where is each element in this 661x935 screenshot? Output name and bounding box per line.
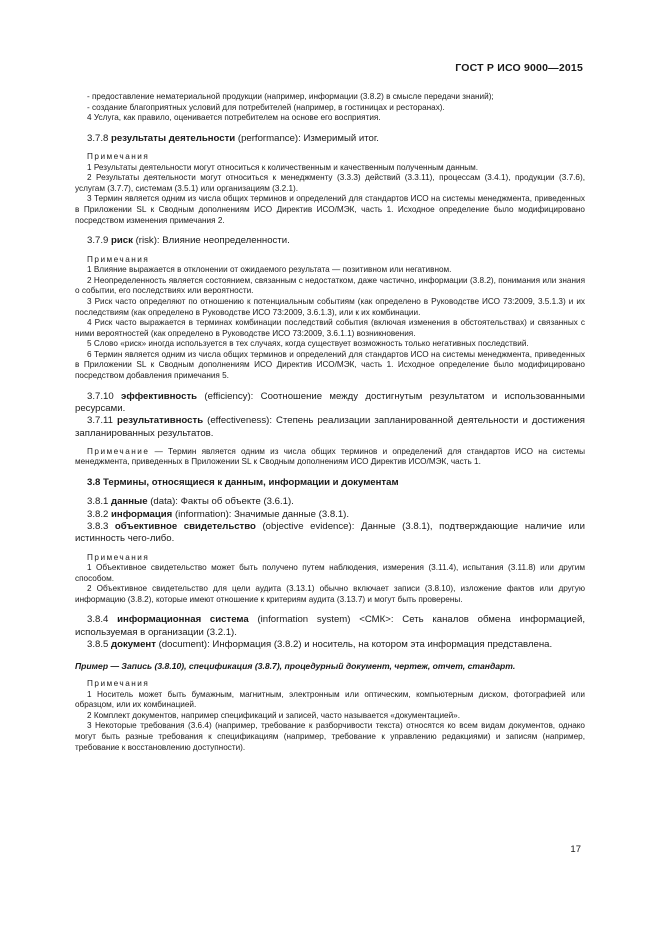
note-item: 2 Неопределенность является состоянием, связанным с недостатком, даже частично, информации (3.8.2), понимания или знания о событии, его последствиях или вероятности. (75, 275, 585, 296)
term-3-8-3 (75, 521, 585, 546)
note-item: 4 Риск часто выражается в терминах комбинации последствий события (включая изменения в обстоятельствах) и связанных с ними вероятностей (как определено в Руководстве ИСО 73:2009, 3.6.1.1) возникновения. (75, 318, 585, 338)
term-title: информационная система (117, 614, 249, 626)
term-definition: (information): Значимые данные (3.8.1). (172, 508, 350, 520)
notes-heading: Примечания (87, 254, 150, 264)
term-3-8-2 (75, 509, 585, 521)
term-definition: (information system) <СМК>: Сеть каналов обмена информацией, используемая в организации (3.2.1). (75, 614, 585, 638)
note-text: — Термин является одним из числа общих терминов и определений для стандартов ИСО на системы менеджмента, приведенных в Приложении SL к Сводным дополнениям ИСО Директив ИСО/МЭК, часть 1. (75, 446, 585, 467)
term-definition: (efficiency): Соотношение между достигнутым результатом и использованными ресурсами. (75, 390, 585, 414)
note-item: 2 Результаты деятельности могут относиться к менеджменту (3.3.3) действий (3.3.11), процессам (3.4.1), продукции (3.7.6), услугам (3.7.7), системам (3.5.1) или организациям (3.2.1). (75, 173, 585, 193)
term-number: 3.8.5 (87, 639, 109, 651)
term-definition: (document): Информация (3.8.2) и носитель, на котором эта информация представлена. (155, 639, 553, 651)
section-heading-3-8: 3.8 Термины, относящиеся к данным, информации и документам (87, 477, 399, 489)
text-line: - предоставление нематериальной продукции (например, информации (3.8.2) в смысле передачи знаний); (87, 92, 494, 101)
notes-heading: Примечания (87, 552, 150, 562)
notes-heading: Примечания (87, 678, 150, 688)
term-number: 3.8.2 (87, 508, 109, 520)
term-title: эффективность (121, 390, 198, 402)
term-3-7-10 (75, 391, 585, 416)
example-line: Пример — Запись (3.8.10), спецификация (3.8.7), процедурный документ, чертеж, отчет, стандарт. (75, 661, 516, 672)
notes-heading: Примечания (87, 152, 150, 162)
term-number: 3.7.9 (87, 235, 109, 247)
term-3-8-4 (75, 614, 585, 639)
term-number: 3.7.10 (87, 390, 114, 402)
note-item: 3 Некоторые требования (3.6.4) (например, требование к разборчивости текста) относятся ко всем видам документов, однако могут быть разные требования к спецификациям (например, требование к управлению редакциями) и записям (например, требование к восстановлению доступности). (75, 721, 585, 752)
term-title: результативность (117, 415, 204, 427)
term-title: риск (111, 235, 133, 247)
term-definition: (effectiveness): Степень реализации запланированной деятельности и достижения запланированных результатов. (75, 415, 585, 439)
term-3-7-9 (75, 235, 585, 247)
term-definition: (data): Факты об объекте (3.6.1). (147, 496, 294, 508)
note-item: 6 Термин является одним из числа общих терминов и определений для стандартов ИСО на системы менеджмента, приведенных в Приложении SL к Сводным дополнениям ИСО Директив ИСО/МЭК, часть 1. Исходное определение было модифицировано посредством добавления примечания 5. (75, 349, 585, 381)
term-title: документ (111, 639, 156, 651)
note-item: 1 Результаты деятельности могут относиться к количественным и качественным полученным данным. (87, 162, 479, 172)
note-item: 2 Комплект документов, например спецификаций и записей, часто называется «документацией». (87, 710, 460, 720)
term-3-8-5 (75, 639, 585, 651)
page-body (75, 92, 585, 753)
text-line: 4 Услуга, как правило, оценивается потребителем на основе его восприятия. (87, 113, 381, 123)
term-3-8-1 (75, 496, 585, 508)
note-item: 2 Объективное свидетельство для цели аудита (3.13.1) обычно включает записи (3.8.10), изложение фактов или другую информацию (3.8.2), которые имеют отношение к критериям аудита (3.13.7) и могут быть проверены. (75, 584, 585, 604)
text-line: - создание благоприятных условий для потребителей (например, в гостиницах и ресторанах). (87, 102, 445, 112)
note-item: 3 Термин является одним из числа общих терминов и определений для стандартов ИСО на системы менеджмента, приведенных в Приложении SL к Сводным дополнениям ИСО Директив ИСО/МЭК, часть 1. Исходное определение было модифицировано посредством изменения примечания 2. (75, 194, 585, 225)
term-definition: (objective evidence): Данные (3.8.1), подтверждающие наличие или истинность чего-либо. (75, 520, 586, 545)
term-number: 3.8.1 (87, 496, 109, 508)
term-number: 3.8.4 (87, 614, 109, 626)
page-number: 17 (570, 844, 581, 855)
term-number: 3.8.3 (87, 520, 109, 532)
term-definition: (performance): Измеримый итог. (235, 132, 379, 144)
term-title: информация (111, 508, 173, 520)
term-title: результаты деятельности (111, 132, 236, 144)
note-item: 1 Носитель может быть бумажным, магнитным, электронным или оптическим, компьютерным диском, фотографией или образцом, или их комбинацией. (75, 689, 585, 710)
term-number: 3.7.11 (87, 415, 113, 427)
term-number: 3.7.8 (87, 132, 109, 144)
note-item: 5 Слово «риск» иногда используется в тех случаях, когда существует возможность только негативных последствий. (87, 339, 529, 349)
note-item: 1 Объективное свидетельство может быть получено путем наблюдения, измерения (3.11.4), испытания (3.11.8) или другим способом. (75, 563, 585, 583)
term-title: данные (111, 496, 148, 508)
term-3-7-8 (75, 133, 585, 145)
document-code-header: ГОСТ Р ИСО 9000—2015 (455, 62, 583, 74)
term-definition: (risk): Влияние неопределенности. (132, 235, 290, 247)
note-item: 1 Влияние выражается в отклонении от ожидаемого результата — позитивном или негативном. (87, 265, 452, 275)
term-title: объективное свидетельство (114, 520, 256, 532)
note-label: Примечание (87, 446, 150, 456)
note-single (75, 447, 585, 468)
note-item: 3 Риск часто определяют по отношению к потенциальным событиям (как определено в Руководстве ИСО 73:2009, 3.5.1.3) и их последствиям (как определено в Руководстве ИСО 73:2009, 3.6.1.3), или к их комбинации. (75, 296, 585, 317)
term-3-7-11 (75, 415, 585, 440)
